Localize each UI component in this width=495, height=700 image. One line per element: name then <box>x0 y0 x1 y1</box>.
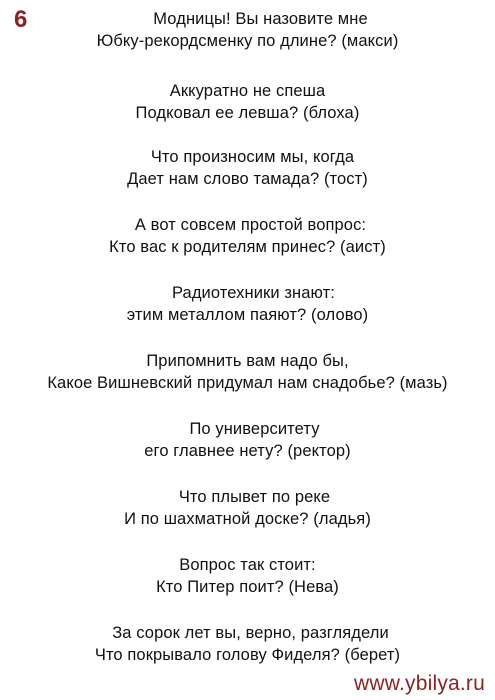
page-number: 6 <box>14 6 28 33</box>
riddle-question-line: За сорок лет вы, верно, разглядели <box>112 624 389 642</box>
riddle-answer-line: Что покрывало голову Фиделя? (берет) <box>94 646 401 664</box>
riddle-3 <box>0 146 495 190</box>
riddle-1 <box>0 8 495 52</box>
riddle-question-line: Аккуратно не спеша <box>169 82 326 100</box>
riddle-question-line: Радиотехники знают: <box>172 284 335 302</box>
site-watermark: www.ybilya.ru <box>354 672 485 695</box>
riddle-4 <box>0 214 495 258</box>
riddle-question-line: Что произносим мы, когда <box>150 148 355 166</box>
riddle-question-line: Что плывет по реке <box>178 488 331 506</box>
riddle-answer-line: Кто вас к родителям принес? (аист) <box>109 238 386 256</box>
riddle-question-line: Модницы! Вы назовите мне <box>153 10 368 28</box>
riddle-answer-line: Дает нам слово тамада? (тост) <box>127 170 368 188</box>
riddle-question-line: Вопрос так стоит: <box>179 556 316 574</box>
riddle-answer-line: И по шахматной доске? (ладья) <box>124 510 371 528</box>
riddle-question-line: А вот совсем простой вопрос: <box>134 216 367 234</box>
riddle-answer-line: Какое Вишневский придумал нам снадобье? (мазь) <box>47 374 448 392</box>
riddle-9 <box>0 554 495 598</box>
riddle-7 <box>0 418 495 462</box>
riddle-answer-line: этим металлом паяют? (олово) <box>126 306 369 324</box>
riddle-answer-line: его главнее нету? (ректор) <box>144 442 351 460</box>
riddle-10 <box>0 622 495 666</box>
riddle-2 <box>0 80 495 124</box>
riddle-question-line: По университету <box>189 420 320 438</box>
riddle-question-line: Припомнить вам надо бы, <box>146 352 349 370</box>
riddle-5 <box>0 282 495 326</box>
riddle-8 <box>0 486 495 530</box>
riddle-answer-line: Кто Питер поит? (Нева) <box>156 578 339 596</box>
riddle-answer-line: Юбку-рекордсменку по длине? (макси) <box>96 32 399 50</box>
riddle-6 <box>0 350 495 394</box>
riddle-answer-line: Подковал ее левша? (блоха) <box>135 104 360 122</box>
